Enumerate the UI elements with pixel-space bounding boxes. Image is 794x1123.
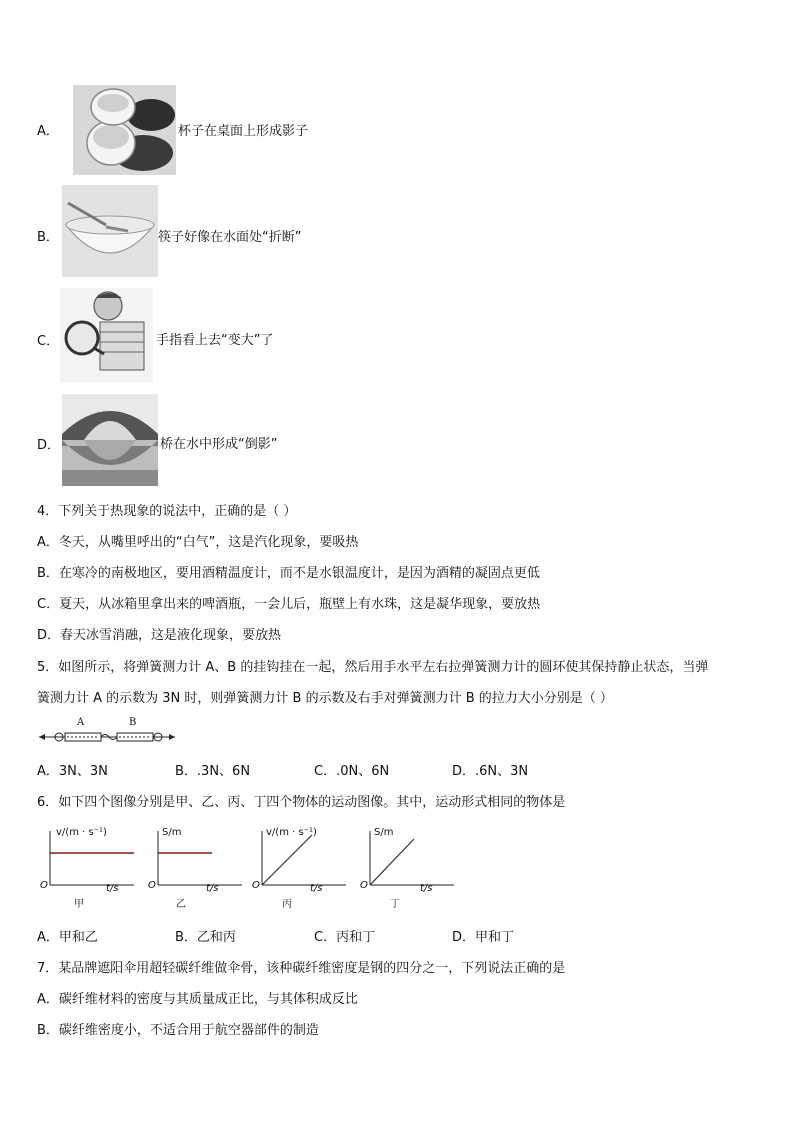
q6-choice-c: C．丙和丁 xyxy=(314,930,376,945)
q4-option-b: B．在寒冷的南极地区，要用酒精温度计，而不是水银温度计，是因为酒精的凝固点更低 xyxy=(37,566,540,581)
option-letter: C． xyxy=(37,334,60,349)
graph-ylabel: v/(m · s⁻¹) xyxy=(266,827,317,838)
option-letter: B． xyxy=(37,230,59,245)
scale-b-label: B xyxy=(129,717,137,728)
graph-origin: O xyxy=(360,880,368,891)
graph-yi xyxy=(146,825,246,910)
q4-option-d: D．春天冰雪消融，这是液化现象，要放热 xyxy=(37,628,282,643)
q5-stem-line1: 5．如图所示，将弹簧测力计 A、B 的挂钩挂在一起，然后用手水平左右拉弹簧测力计的圆环使其保持静止状态，当弹 xyxy=(37,660,709,675)
graph-origin: O xyxy=(252,880,260,891)
graph-name: 丁 xyxy=(390,899,400,910)
graph-ylabel: S/m xyxy=(162,827,182,838)
option-letter: A． xyxy=(37,124,59,139)
graph-name: 甲 xyxy=(74,899,84,910)
q4-stem: 4．下列关于热现象的说法中，正确的是（ ） xyxy=(37,504,297,519)
scale-a-label: A xyxy=(77,717,85,728)
graph-bing xyxy=(250,825,350,910)
graph-xlabel: t/s xyxy=(310,883,323,894)
graph-name: 丙 xyxy=(282,899,292,910)
magnifier-boy-image xyxy=(60,288,153,382)
graph-origin: O xyxy=(148,880,156,891)
option-letter: D． xyxy=(37,438,61,453)
q4-option-c: C．夏天，从冰箱里拿出来的啤酒瓶，一会儿后，瓶壁上有水珠，这是凝华现象，要放热 xyxy=(37,597,541,612)
option-caption: 筷子好像在水面处“折断” xyxy=(158,230,302,245)
chopstick-bowl-image xyxy=(62,185,158,277)
bridge-reflection-image xyxy=(62,394,158,486)
q7-option-b: B．碳纤维密度小，不适合用于航空器部件的制造 xyxy=(37,1023,319,1038)
q5-choice-d: D．.6N、3N xyxy=(452,764,529,779)
option-caption: 桥在水中形成“倒影” xyxy=(160,437,278,452)
graph-ylabel: v/(m · s⁻¹) xyxy=(56,827,107,838)
option-caption: 杯子在桌面上形成影子 xyxy=(178,124,309,139)
q6-stem: 6．如下四个图像分别是甲、乙、丙、丁四个物体的运动图像。其中，运动形式相同的物体是 xyxy=(37,795,566,810)
q4-option-a: A．冬天，从嘴里呼出的“白气”，这是汽化现象，要吸热 xyxy=(37,535,359,550)
q5-stem-line2: 簧测力计 A 的示数为 3N 时，则弹簧测力计 B 的示数及右手对弹簧测力计 B 的拉力大小分别是（ ） xyxy=(37,691,613,706)
graph-xlabel: t/s xyxy=(420,883,433,894)
graph-ylabel: S/m xyxy=(374,827,394,838)
q5-choice-c: C．.0N、6N xyxy=(314,764,390,779)
q6-choice-b: B．乙和丙 xyxy=(175,930,236,945)
q7-stem: 7．某品牌遮阳伞用超轻碳纤维做伞骨，该种碳纤维密度是钢的四分之一，下列说法正确的是 xyxy=(37,961,566,976)
q5-choice-b: B．.3N、6N xyxy=(175,764,251,779)
cups-shadow-image xyxy=(73,85,176,175)
spring-scales-figure xyxy=(37,717,177,745)
q5-choice-a: A．3N、3N xyxy=(37,764,108,779)
graph-xlabel: t/s xyxy=(106,883,119,894)
option-caption: 手指看上去“变大”了 xyxy=(156,333,274,348)
q6-choice-a: A．甲和乙 xyxy=(37,930,98,945)
graph-xlabel: t/s xyxy=(206,883,219,894)
graph-ding xyxy=(358,825,458,910)
q7-option-a: A．碳纤维材料的密度与其质量成正比，与其体积成反比 xyxy=(37,992,358,1007)
q6-choice-d: D．甲和丁 xyxy=(452,930,515,945)
graph-origin: O xyxy=(40,880,48,891)
graph-jia xyxy=(38,825,138,910)
graph-name: 乙 xyxy=(176,899,186,910)
